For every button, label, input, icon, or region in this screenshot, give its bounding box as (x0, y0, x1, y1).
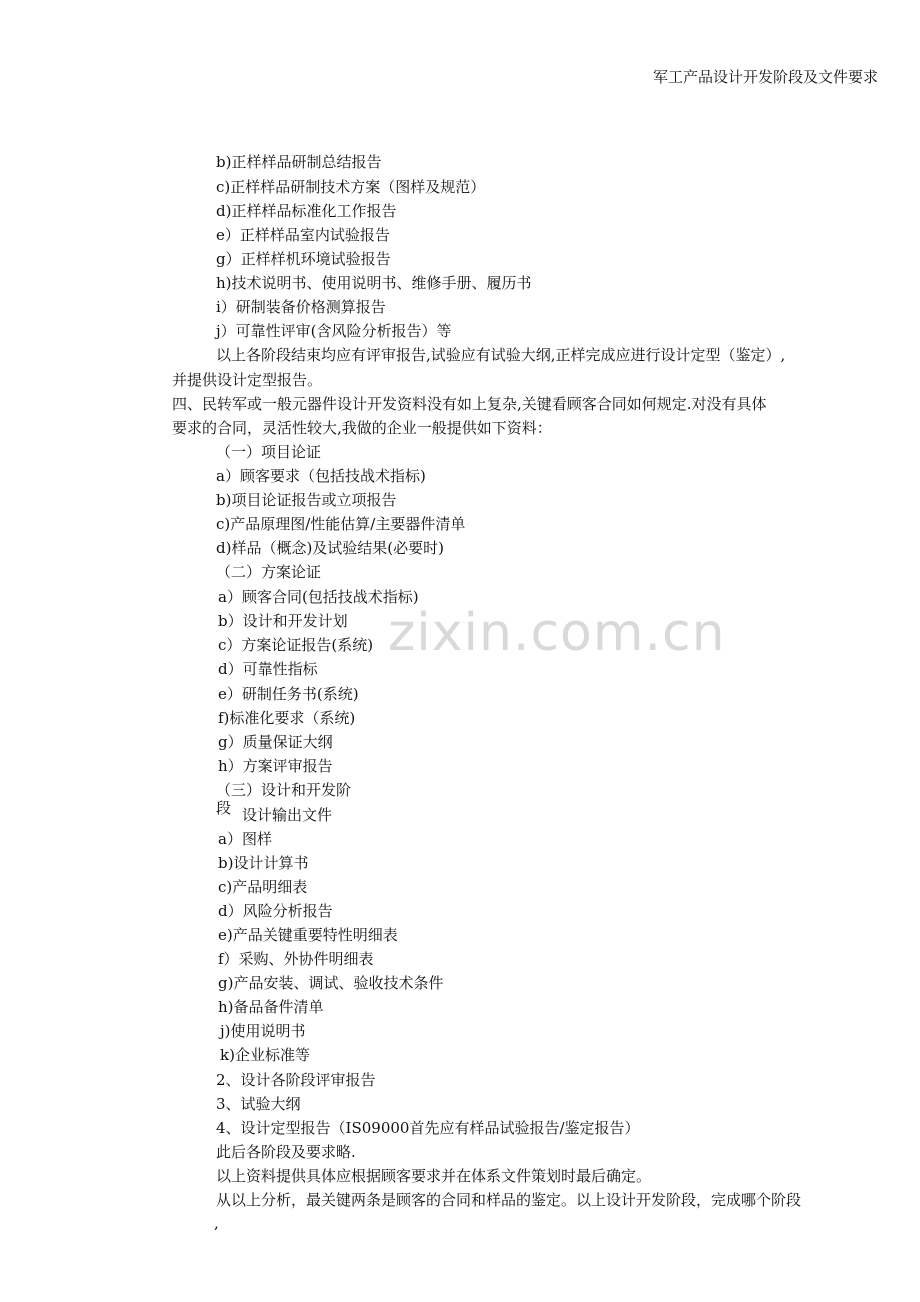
text-line: c）方案论证报告(系统) (218, 636, 374, 654)
text-line: b）设计和开发计划 (218, 612, 348, 630)
text-line: g）正样样机环境试验报告 (216, 250, 391, 268)
text-line: f）采购、外协件明细表 (218, 950, 374, 968)
text-line: 以上资料提供具体应根据顾客要求并在体系文件策划时最后确定。 (216, 1167, 652, 1185)
text-line: 3、试验大纲 (216, 1095, 301, 1113)
text-line: g)产品安装、调试、验收技术条件 (218, 974, 444, 992)
text-line: 设计输出文件 (242, 806, 333, 824)
text-line: d）风险分析报告 (218, 902, 333, 920)
page-header: 军工产品设计开发阶段及文件要求 (652, 68, 878, 86)
text-line: a）顾客合同(包括技战术指标) (218, 588, 419, 606)
text-line: d）可靠性指标 (218, 660, 318, 678)
text-line: （二）方案论证 (216, 563, 322, 581)
text-line: 此后各阶段及要求略. (216, 1143, 356, 1161)
text-line: c)正样样品研制技术方案（图样及规范） (216, 178, 486, 196)
text-line: c)产品明细表 (218, 878, 308, 896)
text-line: 要求的合同，灵活性较大,我做的企业一般提供如下资料： (172, 419, 552, 437)
text-line: b)设计计算书 (218, 854, 309, 872)
text-line: h)备品备件清单 (218, 998, 324, 1016)
text-line: e）正样样品室内试验报告 (216, 226, 390, 244)
text-line: d)正样样品标准化工作报告 (216, 202, 397, 220)
text-line: 以上各阶段结束均应有评审报告,试验应有试验大纲,正样完成应进行设计定型（鉴定）, (216, 346, 786, 364)
text-line: k)企业标准等 (220, 1046, 310, 1064)
text-line: 从以上分析，最关键两条是顾客的合同和样品的鉴定。以上设计开发阶段，完成哪个阶段 (216, 1191, 802, 1209)
text-line: b)项目论证报告或立项报告 (216, 491, 397, 509)
text-line: c)产品原理图/性能估算/主要器件清单 (216, 515, 466, 533)
text-line: i）研制装备价格测算报告 (216, 298, 386, 316)
text-line: （一）项目论证 (216, 443, 322, 461)
text-line: f)标准化要求（系统) (218, 709, 356, 727)
text-line: 4、设计定型报告（IS09000首先应有样品试验报告/鉴定报告） (216, 1119, 640, 1137)
text-line: g）质量保证大纲 (218, 733, 333, 751)
text-line: h)技术说明书、使用说明书、维修手册、履历书 (216, 274, 532, 292)
text-line: e)产品关键重要特性明细表 (218, 926, 398, 944)
text-line: , (214, 1214, 219, 1232)
text-line: a）顾客要求（包括技战术指标) (216, 467, 426, 485)
text-line: 2、设计各阶段评审报告 (216, 1071, 376, 1089)
text-line: a）图样 (218, 830, 272, 848)
text-line: h）方案评审报告 (218, 757, 333, 775)
text-line: （三）设计和开发阶 (216, 781, 352, 799)
text-line: j）可靠性评审(含风险分析报告）等 (216, 322, 452, 340)
watermark: zixin.com.cn (388, 603, 726, 663)
text-line: b)正样样品研制总结报告 (216, 153, 382, 171)
text-line: 四、民转军或一般元器件设计开发资料没有如上复杂,关键看顾客合同如何规定.对没有具体 (172, 395, 767, 413)
text-line: e）研制任务书(系统) (218, 685, 359, 703)
text-line: d)样品（概念)及试验结果(必要时) (216, 539, 445, 557)
text-line: 段 (216, 799, 232, 817)
text-line: j)使用说明书 (220, 1022, 306, 1040)
text-line: 并提供设计定型报告。 (172, 371, 323, 389)
